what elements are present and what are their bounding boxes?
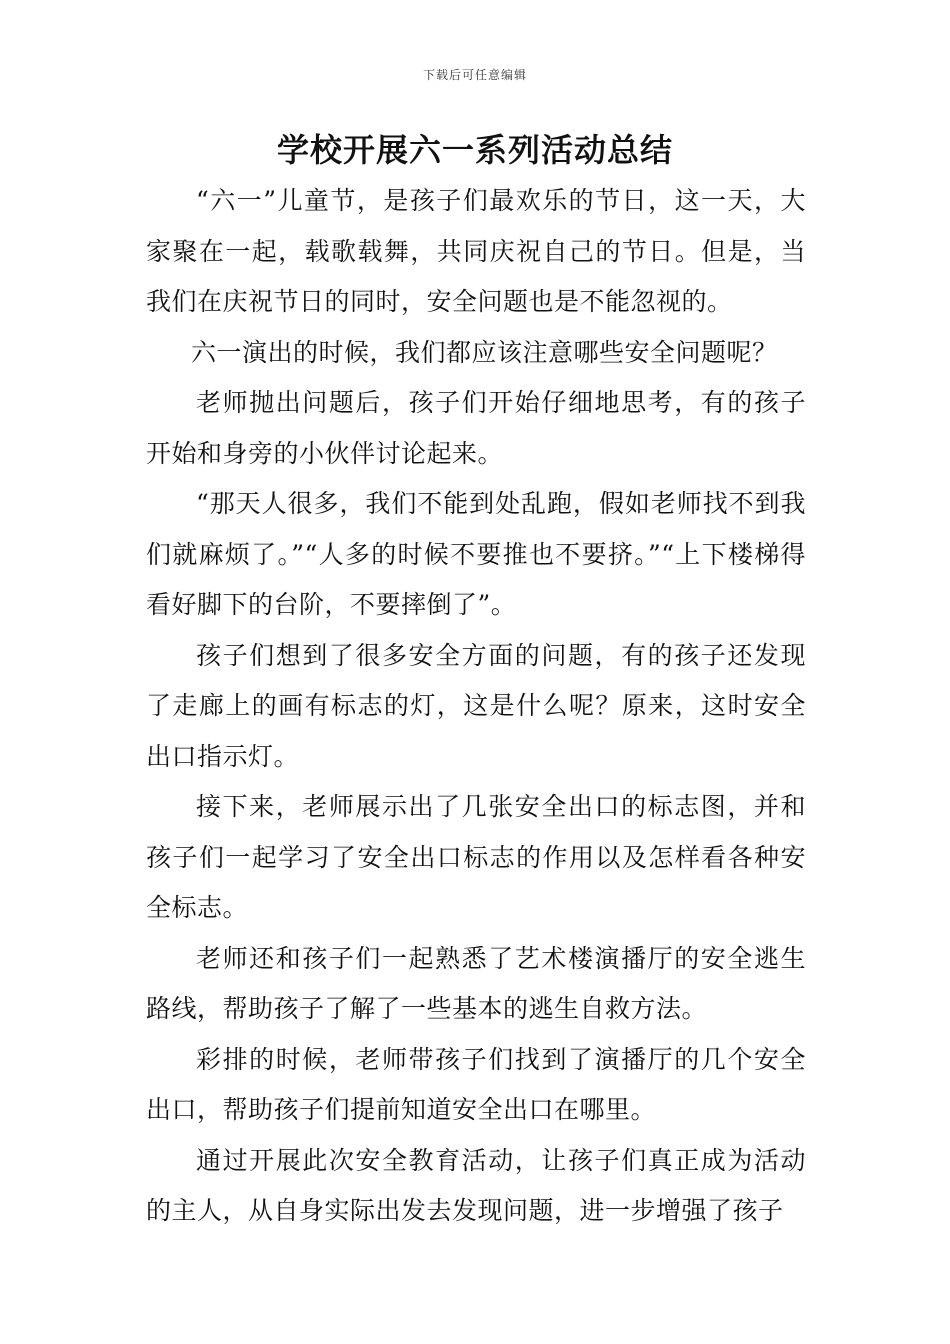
paragraph: “那天人很多，我们不能到处乱跑，假如老师找不到我们就麻烦了。”“人多的时候不要推也不要挤。”“上下楼梯得看好脚下的台阶，不要摔倒了”。 (146, 489, 806, 619)
paragraph: 老师还和孩子们一起熟悉了艺术楼演播厅的安全逃生路线，帮助孩子了解了一些基本的逃生自救方法。 (146, 943, 806, 1023)
paragraph: 接下来，老师展示出了几张安全出口的标志图，并和孩子们一起学习了安全出口标志的作用以及怎样看各种安全标志。 (146, 792, 806, 922)
document-title: 学校开展六一系列活动总结 (276, 131, 673, 169)
paragraph: 彩排的时候，老师带孩子们找到了演播厅的几个安全出口，帮助孩子们提前知道安全出口在哪里。 (146, 1044, 806, 1124)
header-note: 下载后可任意编辑 (422, 68, 527, 82)
paragraph: 老师抛出问题后，孩子们开始仔细地思考，有的孩子开始和身旁的小伙伴讨论起来。 (146, 388, 806, 468)
document-body (146, 176, 806, 1237)
paragraph: 六一演出的时候，我们都应该注意哪些安全问题呢？ (191, 337, 778, 367)
paragraph: 孩子们想到了很多安全方面的问题，有的孩子还发现了走廊上的画有标志的灯，这是什么呢？原来，这时安全出口指示灯。 (146, 640, 806, 771)
paragraph: “六一”儿童节，是孩子们最欢乐的节日，这一天，大家聚在一起，载歌载舞，共同庆祝自己的节日。但是，当我们在庆祝节日的同时，安全问题也是不能忽视的。 (146, 186, 806, 316)
paragraph: 通过开展此次安全教育活动，让孩子们真正成为活动的主人，从自身实际出发去发现问题，进一步增强了孩子 (146, 1145, 806, 1225)
